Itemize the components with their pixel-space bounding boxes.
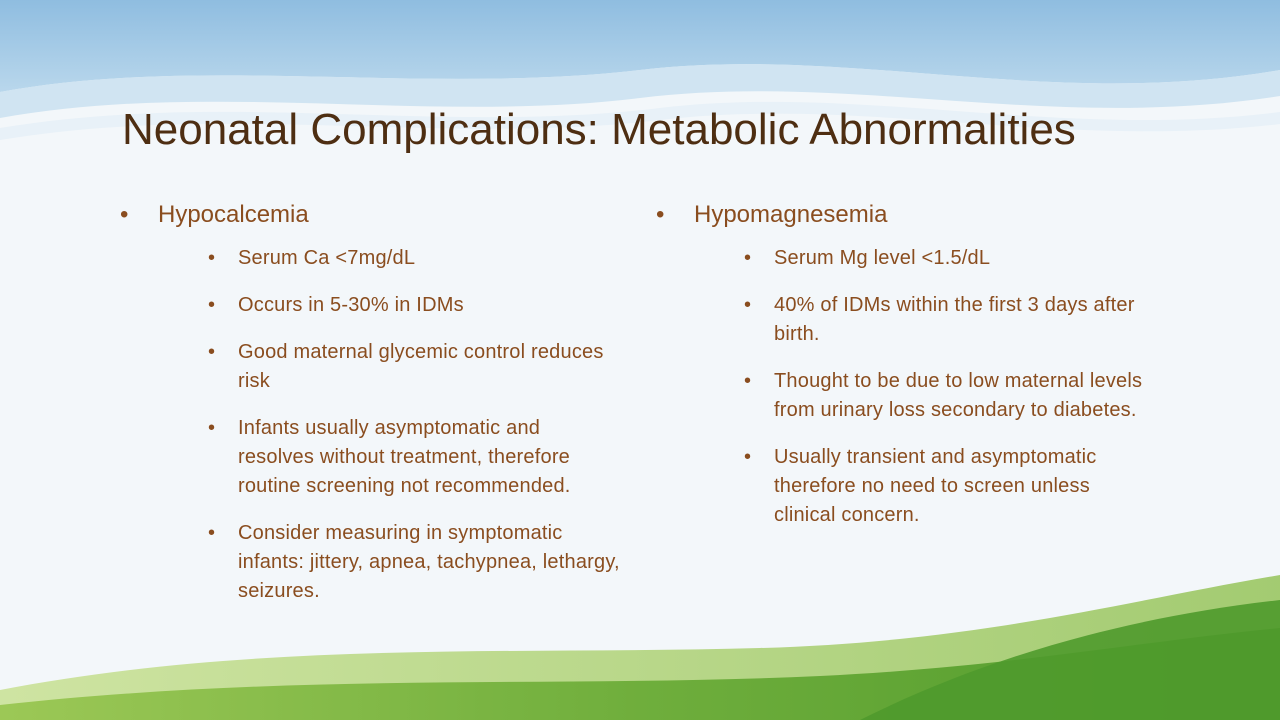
list-item-text: Occurs in 5-30% in IDMs: [238, 294, 464, 316]
bullet-hypomagnesemia: [656, 198, 1156, 530]
bullet-icon: •: [120, 201, 129, 228]
list-item: [158, 338, 620, 396]
list-item: [158, 244, 620, 273]
heading-hypocalcemia: Hypocalcemia: [158, 201, 309, 228]
list-item-text: Serum Mg level <1.5/dL: [774, 247, 991, 269]
list-item-text: Good maternal glycemic control reduces risk: [238, 341, 604, 392]
list-item: [158, 414, 620, 501]
right-column: [656, 198, 1156, 548]
bullet-icon: •: [208, 294, 216, 316]
list-item: [694, 367, 1156, 425]
bullet-icon: •: [744, 370, 752, 392]
bullet-icon: •: [744, 446, 752, 468]
bullet-icon: •: [208, 247, 216, 269]
list-item: [694, 443, 1156, 530]
bullet-icon: •: [208, 417, 216, 439]
heading-hypomagnesemia: Hypomagnesemia: [694, 201, 888, 228]
list-item-text: Thought to be due to low maternal levels from urinary loss secondary to diabetes.: [774, 370, 1143, 421]
list-item: [694, 244, 1156, 273]
list-item-text: Usually transient and asymptomatic therefore no need to screen unless clinical concern.: [774, 446, 1097, 526]
slide-title: Neonatal Complications: Metabolic Abnormalities: [122, 105, 1076, 154]
list-item-text: 40% of IDMs within the first 3 days after birth.: [774, 294, 1135, 345]
bullet-icon: •: [744, 247, 752, 269]
left-column: [120, 198, 620, 624]
list-item: [158, 291, 620, 320]
hypomagnesemia-sublist: [694, 244, 1156, 530]
bullet-icon: •: [656, 201, 665, 228]
list-item-text: Infants usually asymptomatic and resolves without treatment, therefore routine screening not recommended.: [238, 417, 571, 497]
list-item: [694, 291, 1156, 349]
list-item-text: Serum Ca <7mg/dL: [238, 247, 416, 269]
bullet-icon: •: [208, 341, 216, 363]
bullet-hypocalcemia: [120, 198, 620, 606]
bullet-icon: •: [208, 522, 216, 544]
list-item: [158, 519, 620, 606]
list-item-text: Consider measuring in symptomatic infants: jittery, apnea, tachypnea, lethargy, seizures.: [238, 522, 620, 602]
hypocalcemia-sublist: [158, 244, 620, 606]
bullet-icon: •: [744, 294, 752, 316]
